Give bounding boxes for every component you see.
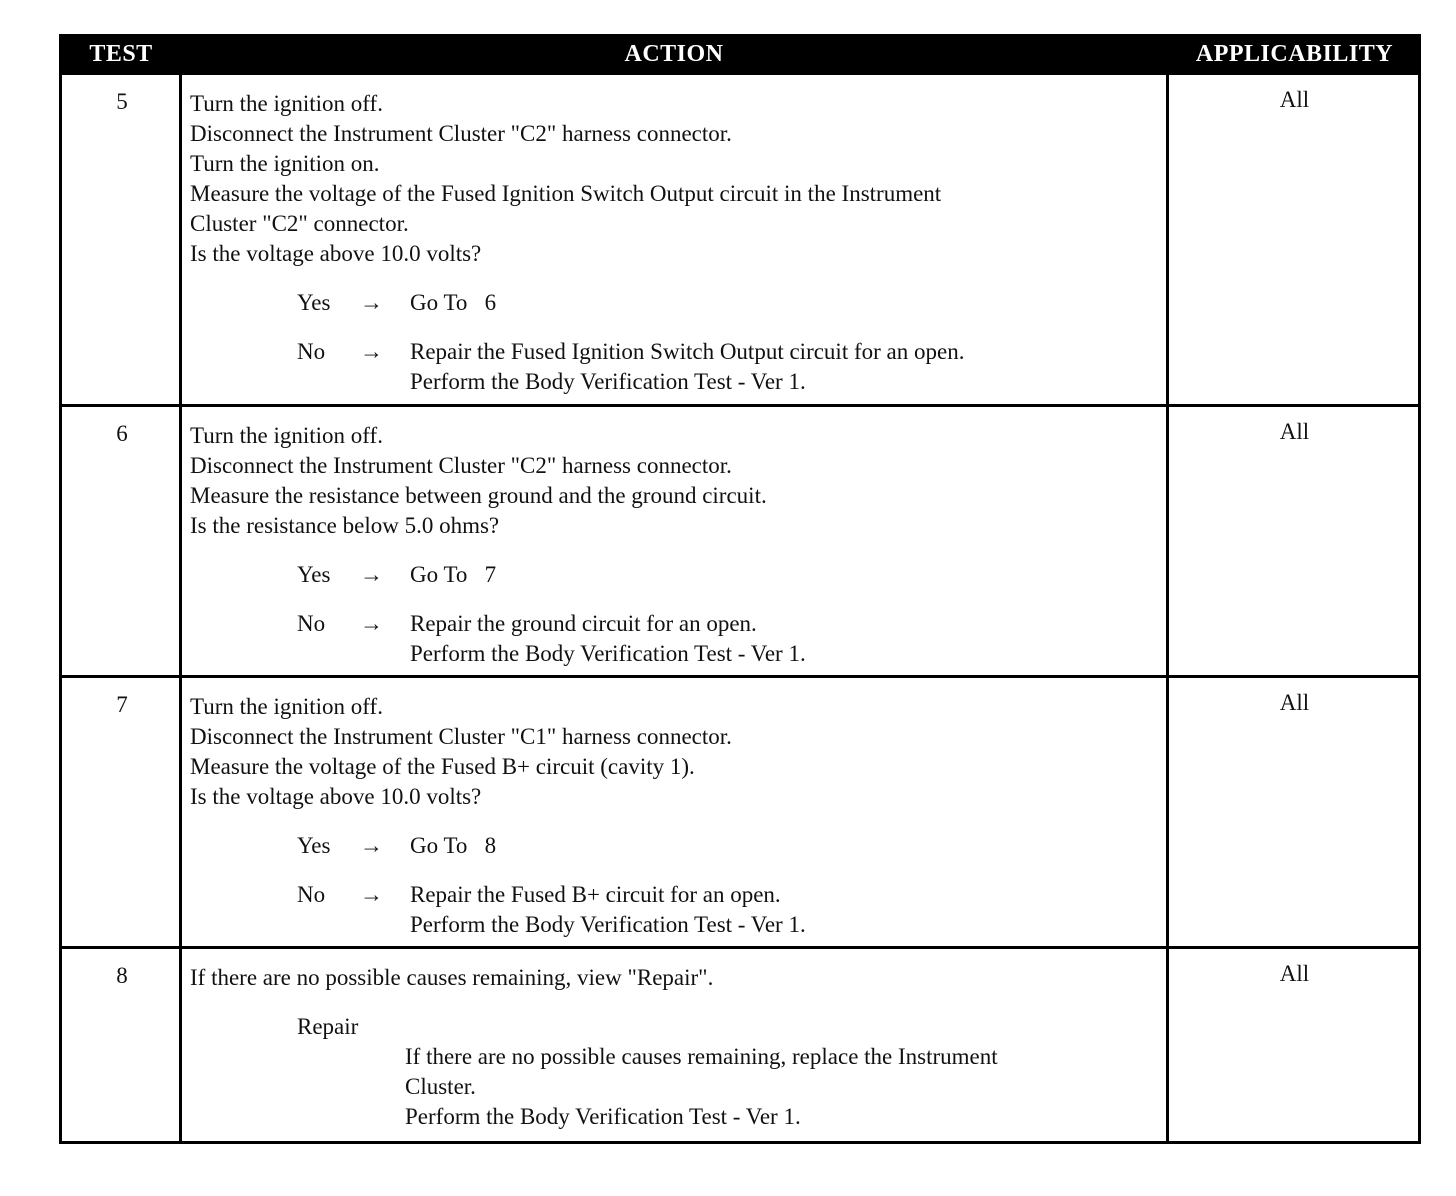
- test-number: 7: [116, 692, 128, 717]
- yes-label: Yes: [297, 562, 331, 587]
- repair-line: If there are no possible causes remaining, replace the Instrument: [405, 1044, 998, 1069]
- table-row: [62, 678, 1418, 946]
- yes-option: [190, 288, 1170, 318]
- action-line: Measure the resistance between ground and the ground circuit.: [190, 483, 767, 508]
- arrow-icon: →: [360, 833, 383, 858]
- arrow-icon: →: [360, 290, 383, 315]
- test-number: 6: [116, 421, 128, 446]
- no-result: Repair the ground circuit for an open.: [410, 611, 757, 636]
- action-line: Disconnect the Instrument Cluster "C2" harness connector.: [190, 121, 732, 146]
- arrow-icon: →: [360, 882, 383, 907]
- arrow-icon: →: [360, 562, 383, 587]
- yes-result: Go To 6: [410, 290, 497, 315]
- yes-label: Yes: [297, 833, 331, 858]
- header-test: TEST: [89, 41, 153, 67]
- yes-result: Go To 7: [410, 562, 497, 587]
- applicability-cell: All: [1279, 690, 1310, 715]
- no-label: No: [297, 611, 326, 636]
- action-cell: [190, 89, 1170, 397]
- table-row: [62, 949, 1418, 1141]
- no-option: [190, 880, 1170, 940]
- repair-instructions: [190, 1042, 1170, 1132]
- test-number: 5: [116, 89, 128, 114]
- yes-option: [190, 560, 1170, 590]
- action-line: Measure the voltage of the Fused B+ circuit (cavity 1).: [190, 754, 695, 779]
- yes-label: Yes: [297, 290, 331, 315]
- table-header: [62, 37, 1418, 75]
- yes-result: Go To 8: [410, 833, 497, 858]
- action-line: Is the voltage above 10.0 volts?: [190, 784, 482, 809]
- no-result-followup: Perform the Body Verification Test - Ver 1.: [410, 641, 806, 666]
- header-applicability: APPLICABILITY: [1195, 41, 1394, 67]
- repair-line: Cluster.: [405, 1074, 476, 1099]
- header-action: ACTION: [624, 41, 724, 67]
- no-option: [190, 609, 1170, 669]
- no-label: No: [297, 882, 326, 907]
- arrow-icon: →: [360, 611, 383, 636]
- action-cell: [190, 421, 1170, 669]
- action-cell: [190, 963, 1170, 1132]
- no-result-followup: Perform the Body Verification Test - Ver 1.: [410, 912, 806, 937]
- no-option: [190, 337, 1170, 397]
- applicability-cell: All: [1279, 419, 1310, 444]
- action-line: Disconnect the Instrument Cluster "C1" harness connector.: [190, 724, 732, 749]
- applicability-cell: All: [1279, 961, 1310, 986]
- action-line: Cluster "C2" connector.: [190, 211, 409, 236]
- repair-label: Repair: [297, 1014, 359, 1039]
- action-line: If there are no possible causes remaining, view "Repair".: [190, 965, 714, 990]
- action-line: Is the resistance below 5.0 ohms?: [190, 513, 500, 538]
- repair-line: Perform the Body Verification Test - Ver 1.: [405, 1104, 801, 1129]
- no-result: Repair the Fused Ignition Switch Output circuit for an open.: [410, 339, 965, 364]
- diagnostic-test-table: [59, 34, 1421, 1144]
- no-label: No: [297, 339, 326, 364]
- action-line: Turn the ignition off.: [190, 423, 383, 448]
- test-number: 8: [116, 963, 128, 988]
- table-row: [62, 75, 1418, 404]
- action-line: Is the voltage above 10.0 volts?: [190, 241, 482, 266]
- no-result: Repair the Fused B+ circuit for an open.: [410, 882, 781, 907]
- action-line: Disconnect the Instrument Cluster "C2" harness connector.: [190, 453, 732, 478]
- action-line: Turn the ignition off.: [190, 694, 383, 719]
- yes-option: [190, 831, 1170, 861]
- action-line: Measure the voltage of the Fused Ignition Switch Output circuit in the Instrument: [190, 181, 942, 206]
- arrow-icon: →: [360, 339, 383, 364]
- no-result-followup: Perform the Body Verification Test - Ver 1.: [410, 369, 806, 394]
- action-cell: [190, 692, 1170, 940]
- table-row: [62, 407, 1418, 675]
- action-line: Turn the ignition on.: [190, 151, 380, 176]
- action-line: Turn the ignition off.: [190, 91, 383, 116]
- applicability-cell: All: [1279, 87, 1310, 112]
